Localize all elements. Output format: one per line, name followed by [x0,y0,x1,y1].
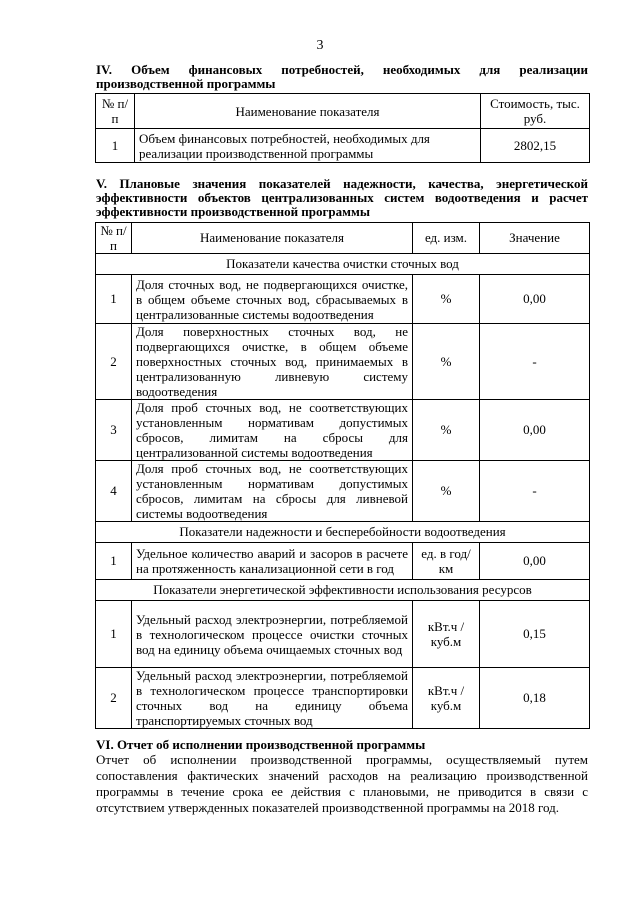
row-no: 1 [96,543,132,580]
table-row [96,129,590,163]
section-5-heading: V. Плановые значения показателей надежности, качества, энергетической эффективности объектов централизованных систем водоотведения и расчет эффективности производственной программы [96,176,588,219]
row-no: 4 [96,461,132,522]
table-row [96,400,590,461]
col-name-header: Наименование показателя [132,223,413,254]
row-no: 3 [96,400,132,461]
row-value: 0,18 [480,668,590,729]
col-no-header: № п/п [96,94,135,129]
row-unit: кВт.ч / куб.м [413,601,480,668]
group-row [96,580,590,601]
page-number: 3 [316,38,324,53]
row-no: 2 [96,668,132,729]
row-no: 1 [96,601,132,668]
col-unit-header: ед. изм. [413,223,480,254]
table-row [96,461,590,522]
row-value: 0,00 [480,400,590,461]
row-name: Удельный расход электроэнергии, потребляемой в технологическом процессе очистки сточных вод на единицу объема очищаемых сточных вод [132,601,413,668]
row-name: Удельный расход электроэнергии, потребляемой в технологическом процессе транспортировки сточных вод на единицу объема транспортируемых сточных вод [132,668,413,729]
row-name: Доля проб сточных вод, не соответствующих установленным нормативам допустимых сбросов, лимитам на сбросы для ливневой системы водоотведения [132,461,413,522]
group-title: Показатели энергетической эффективности использования ресурсов [96,580,590,601]
row-value: - [480,461,590,522]
row-unit: ед. в год/ км [413,543,480,580]
table-header-row [96,223,590,254]
row-name: Доля поверхностных сточных вод, не подвергающихся очистке, в общем объеме поверхностных сточных вод, принимаемых в централизованную ливневую систему водоотведения [132,324,413,400]
row-unit: % [413,275,480,324]
col-no-header: № п/п [96,223,132,254]
row-value: 0,00 [480,543,590,580]
table-row [96,275,590,324]
section-6-paragraph: Отчет об исполнении производственной программы, осуществляемый путем сопоставления фактических значений расходов на реализацию производственной программы в течение срока ее действия с плановыми, не приводится в связи с отсутствием утвержденных показателей производственной программы на 2018 год. [96,752,588,815]
table-row [96,543,590,580]
row-unit: кВт.ч / куб.м [413,668,480,729]
group-row [96,254,590,275]
indicators-table [95,222,590,729]
row-unit: % [413,324,480,400]
table-header-row [96,94,590,129]
financial-needs-table [95,93,590,163]
col-cost-header: Стоимость, тыс. руб. [481,94,590,129]
row-unit: % [413,400,480,461]
group-title: Показатели надежности и бесперебойности водоотведения [96,522,590,543]
row-name: Доля сточных вод, не подвергающихся очистке, в общем объеме сточных вод, сбрасываемых в централизованные системы водоотведения [132,275,413,324]
row-value: 0,00 [480,275,590,324]
col-name-header: Наименование показателя [135,94,481,129]
row-value: 2802,15 [481,129,590,163]
table-row [96,668,590,729]
row-no: 2 [96,324,132,400]
col-value-header: Значение [480,223,590,254]
row-name: Доля проб сточных вод, не соответствующих установленным нормативам допустимых сбросов, лимитам на сбросы для централизованной системы водоотведения [132,400,413,461]
section-4-heading: IV. Объем финансовых потребностей, необходимых для реализации производственной программы [96,62,588,91]
table-row [96,324,590,400]
group-title: Показатели качества очистки сточных вод [96,254,590,275]
row-value: 0,15 [480,601,590,668]
group-row [96,522,590,543]
row-no: 1 [96,129,135,163]
row-value: - [480,324,590,400]
section-6-heading: VI. Отчет об исполнении производственной программы [96,737,426,752]
row-name: Объем финансовых потребностей, необходимых для реализации производственной программы [135,129,481,163]
row-name: Удельное количество аварий и засоров в расчете на протяженность канализационной сети в год [132,543,413,580]
row-unit: % [413,461,480,522]
table-row [96,601,590,668]
row-no: 1 [96,275,132,324]
